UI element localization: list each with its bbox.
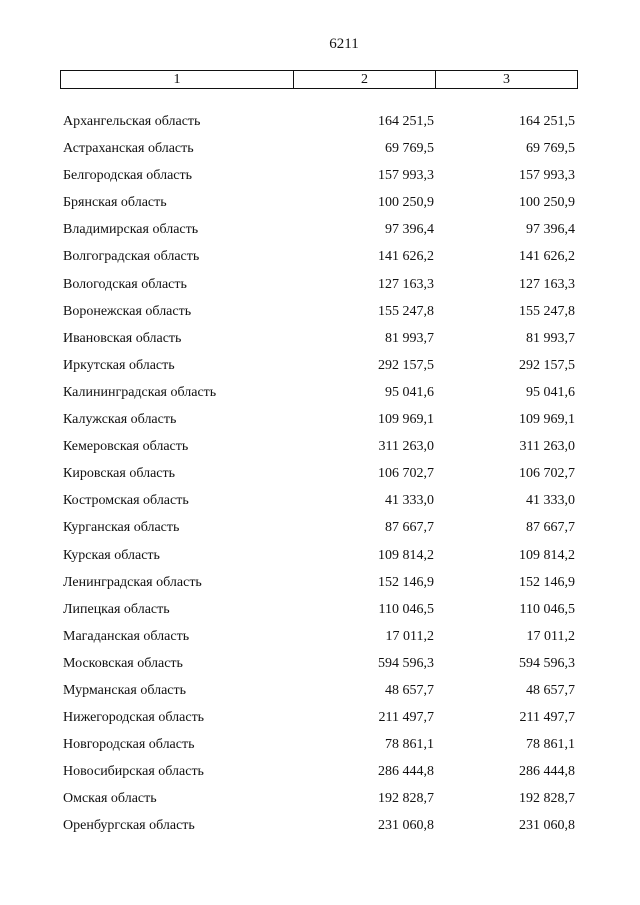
value-column-2: 100 250,9: [378, 195, 434, 211]
value-column-2: 110 046,5: [378, 601, 434, 617]
value-column-3: 17 011,2: [526, 628, 575, 644]
value-column-3: 110 046,5: [519, 601, 575, 617]
value-column-3: 155 247,8: [519, 303, 575, 319]
value-column-2: 41 333,0: [385, 493, 434, 509]
table-row: [0, 352, 640, 379]
value-column-2: 157 993,3: [378, 168, 434, 184]
value-column-3: 41 333,0: [526, 493, 575, 509]
value-column-2: 192 828,7: [378, 791, 434, 807]
table-row: [0, 704, 640, 731]
value-column-2: 48 657,7: [385, 682, 434, 698]
value-column-2: 17 011,2: [385, 628, 434, 644]
region-name: Нижегородская область: [63, 710, 205, 726]
value-column-3: 152 146,9: [519, 574, 575, 590]
value-column-3: 95 041,6: [526, 384, 575, 400]
table-row: [0, 542, 640, 569]
value-column-2: 106 702,7: [378, 466, 434, 482]
table-row: [0, 433, 640, 460]
value-column-3: 127 163,3: [519, 276, 575, 292]
value-column-3: 286 444,8: [519, 764, 575, 780]
region-name: Курская область: [63, 547, 160, 563]
table-row: [0, 596, 640, 623]
region-name: Волгоградская область: [63, 249, 200, 265]
value-column-2: 311 263,0: [378, 439, 434, 455]
column-header-3: 3: [436, 71, 578, 89]
table-row: [0, 812, 640, 839]
region-name: Магаданская область: [63, 628, 190, 644]
region-name: Кемеровская область: [63, 439, 189, 455]
table-row: [0, 216, 640, 243]
table-row: [0, 785, 640, 812]
value-column-2: 152 146,9: [378, 574, 434, 590]
table-row: [0, 406, 640, 433]
table-row: [0, 514, 640, 541]
value-column-3: 192 828,7: [519, 791, 575, 807]
region-name: Астраханская область: [63, 141, 194, 157]
value-column-3: 164 251,5: [519, 114, 575, 129]
region-name: Новгородская область: [63, 737, 195, 753]
table-row: [0, 379, 640, 406]
table-row: [0, 108, 640, 135]
value-column-2: 78 861,1: [385, 737, 434, 753]
table-row: [0, 298, 640, 325]
region-name: Костромская область: [63, 493, 189, 509]
region-name: Липецкая область: [63, 601, 170, 617]
value-column-3: 48 657,7: [526, 682, 575, 698]
region-name: Оренбургская область: [63, 818, 195, 834]
table-row: [0, 650, 640, 677]
column-header-2: 2: [294, 71, 436, 89]
value-column-3: 211 497,7: [519, 710, 575, 726]
value-column-3: 69 769,5: [526, 141, 575, 157]
value-column-3: 106 702,7: [519, 466, 575, 482]
table-row: [0, 243, 640, 270]
region-name: Владимирская область: [63, 222, 199, 238]
value-column-2: 164 251,5: [378, 114, 434, 129]
value-column-2: 292 157,5: [378, 357, 434, 373]
region-name: Московская область: [63, 655, 183, 671]
region-name: Архангельская область: [63, 114, 201, 129]
table-row: [0, 569, 640, 596]
value-column-2: 594 596,3: [378, 655, 434, 671]
region-name: Омская область: [63, 791, 157, 807]
value-column-2: 211 497,7: [378, 710, 434, 726]
region-name: Ленинградская область: [63, 574, 202, 590]
table-row: [0, 677, 640, 704]
value-column-2: 95 041,6: [385, 384, 434, 400]
value-column-2: 127 163,3: [378, 276, 434, 292]
region-name: Мурманская область: [63, 682, 187, 698]
region-name: Калужская область: [63, 412, 177, 428]
value-column-2: 109 814,2: [378, 547, 434, 563]
value-column-2: 155 247,8: [378, 303, 434, 319]
table-row: [0, 162, 640, 189]
region-name: Воронежская область: [63, 303, 192, 319]
value-column-3: 292 157,5: [519, 357, 575, 373]
value-column-3: 81 993,7: [526, 330, 575, 346]
region-table-body: [0, 108, 640, 840]
table-row: [0, 731, 640, 758]
value-column-3: 157 993,3: [519, 168, 575, 184]
region-name: Иркутская область: [63, 357, 175, 373]
value-column-3: 109 969,1: [519, 412, 575, 428]
table-row: [0, 623, 640, 650]
value-column-2: 87 667,7: [385, 520, 434, 536]
table-row: [0, 487, 640, 514]
table-row: [0, 271, 640, 298]
value-column-3: 141 626,2: [519, 249, 575, 265]
table-row: [0, 758, 640, 785]
table-row: [0, 460, 640, 487]
value-column-3: 87 667,7: [526, 520, 575, 536]
value-column-2: 69 769,5: [385, 141, 434, 157]
table-row: [0, 189, 640, 216]
value-column-2: 231 060,8: [378, 818, 434, 834]
value-column-2: 286 444,8: [378, 764, 434, 780]
region-name: Курганская область: [63, 520, 180, 536]
value-column-3: 109 814,2: [519, 547, 575, 563]
value-column-2: 97 396,4: [385, 222, 434, 238]
page-number: 6211: [329, 36, 359, 52]
value-column-3: 311 263,0: [519, 439, 575, 455]
value-column-3: 100 250,9: [519, 195, 575, 211]
region-name: Кировская область: [63, 466, 176, 482]
region-name: Белгородская область: [63, 168, 193, 184]
column-header-1: 1: [61, 71, 294, 89]
column-header-table: [60, 70, 578, 89]
column-header-row: [61, 71, 578, 89]
value-column-2: 81 993,7: [385, 330, 434, 346]
region-name: Новосибирская область: [63, 764, 204, 780]
region-name: Вологодская область: [63, 276, 187, 292]
region-name: Калининградская область: [63, 384, 217, 400]
value-column-2: 141 626,2: [378, 249, 434, 265]
value-column-3: 97 396,4: [526, 222, 575, 238]
value-column-3: 78 861,1: [526, 737, 575, 753]
table-row: [0, 325, 640, 352]
value-column-2: 109 969,1: [378, 412, 434, 428]
table-row: [0, 135, 640, 162]
value-column-3: 231 060,8: [519, 818, 575, 834]
region-name: Ивановская область: [63, 330, 182, 346]
region-name: Брянская область: [63, 195, 167, 211]
value-column-3: 594 596,3: [519, 655, 575, 671]
